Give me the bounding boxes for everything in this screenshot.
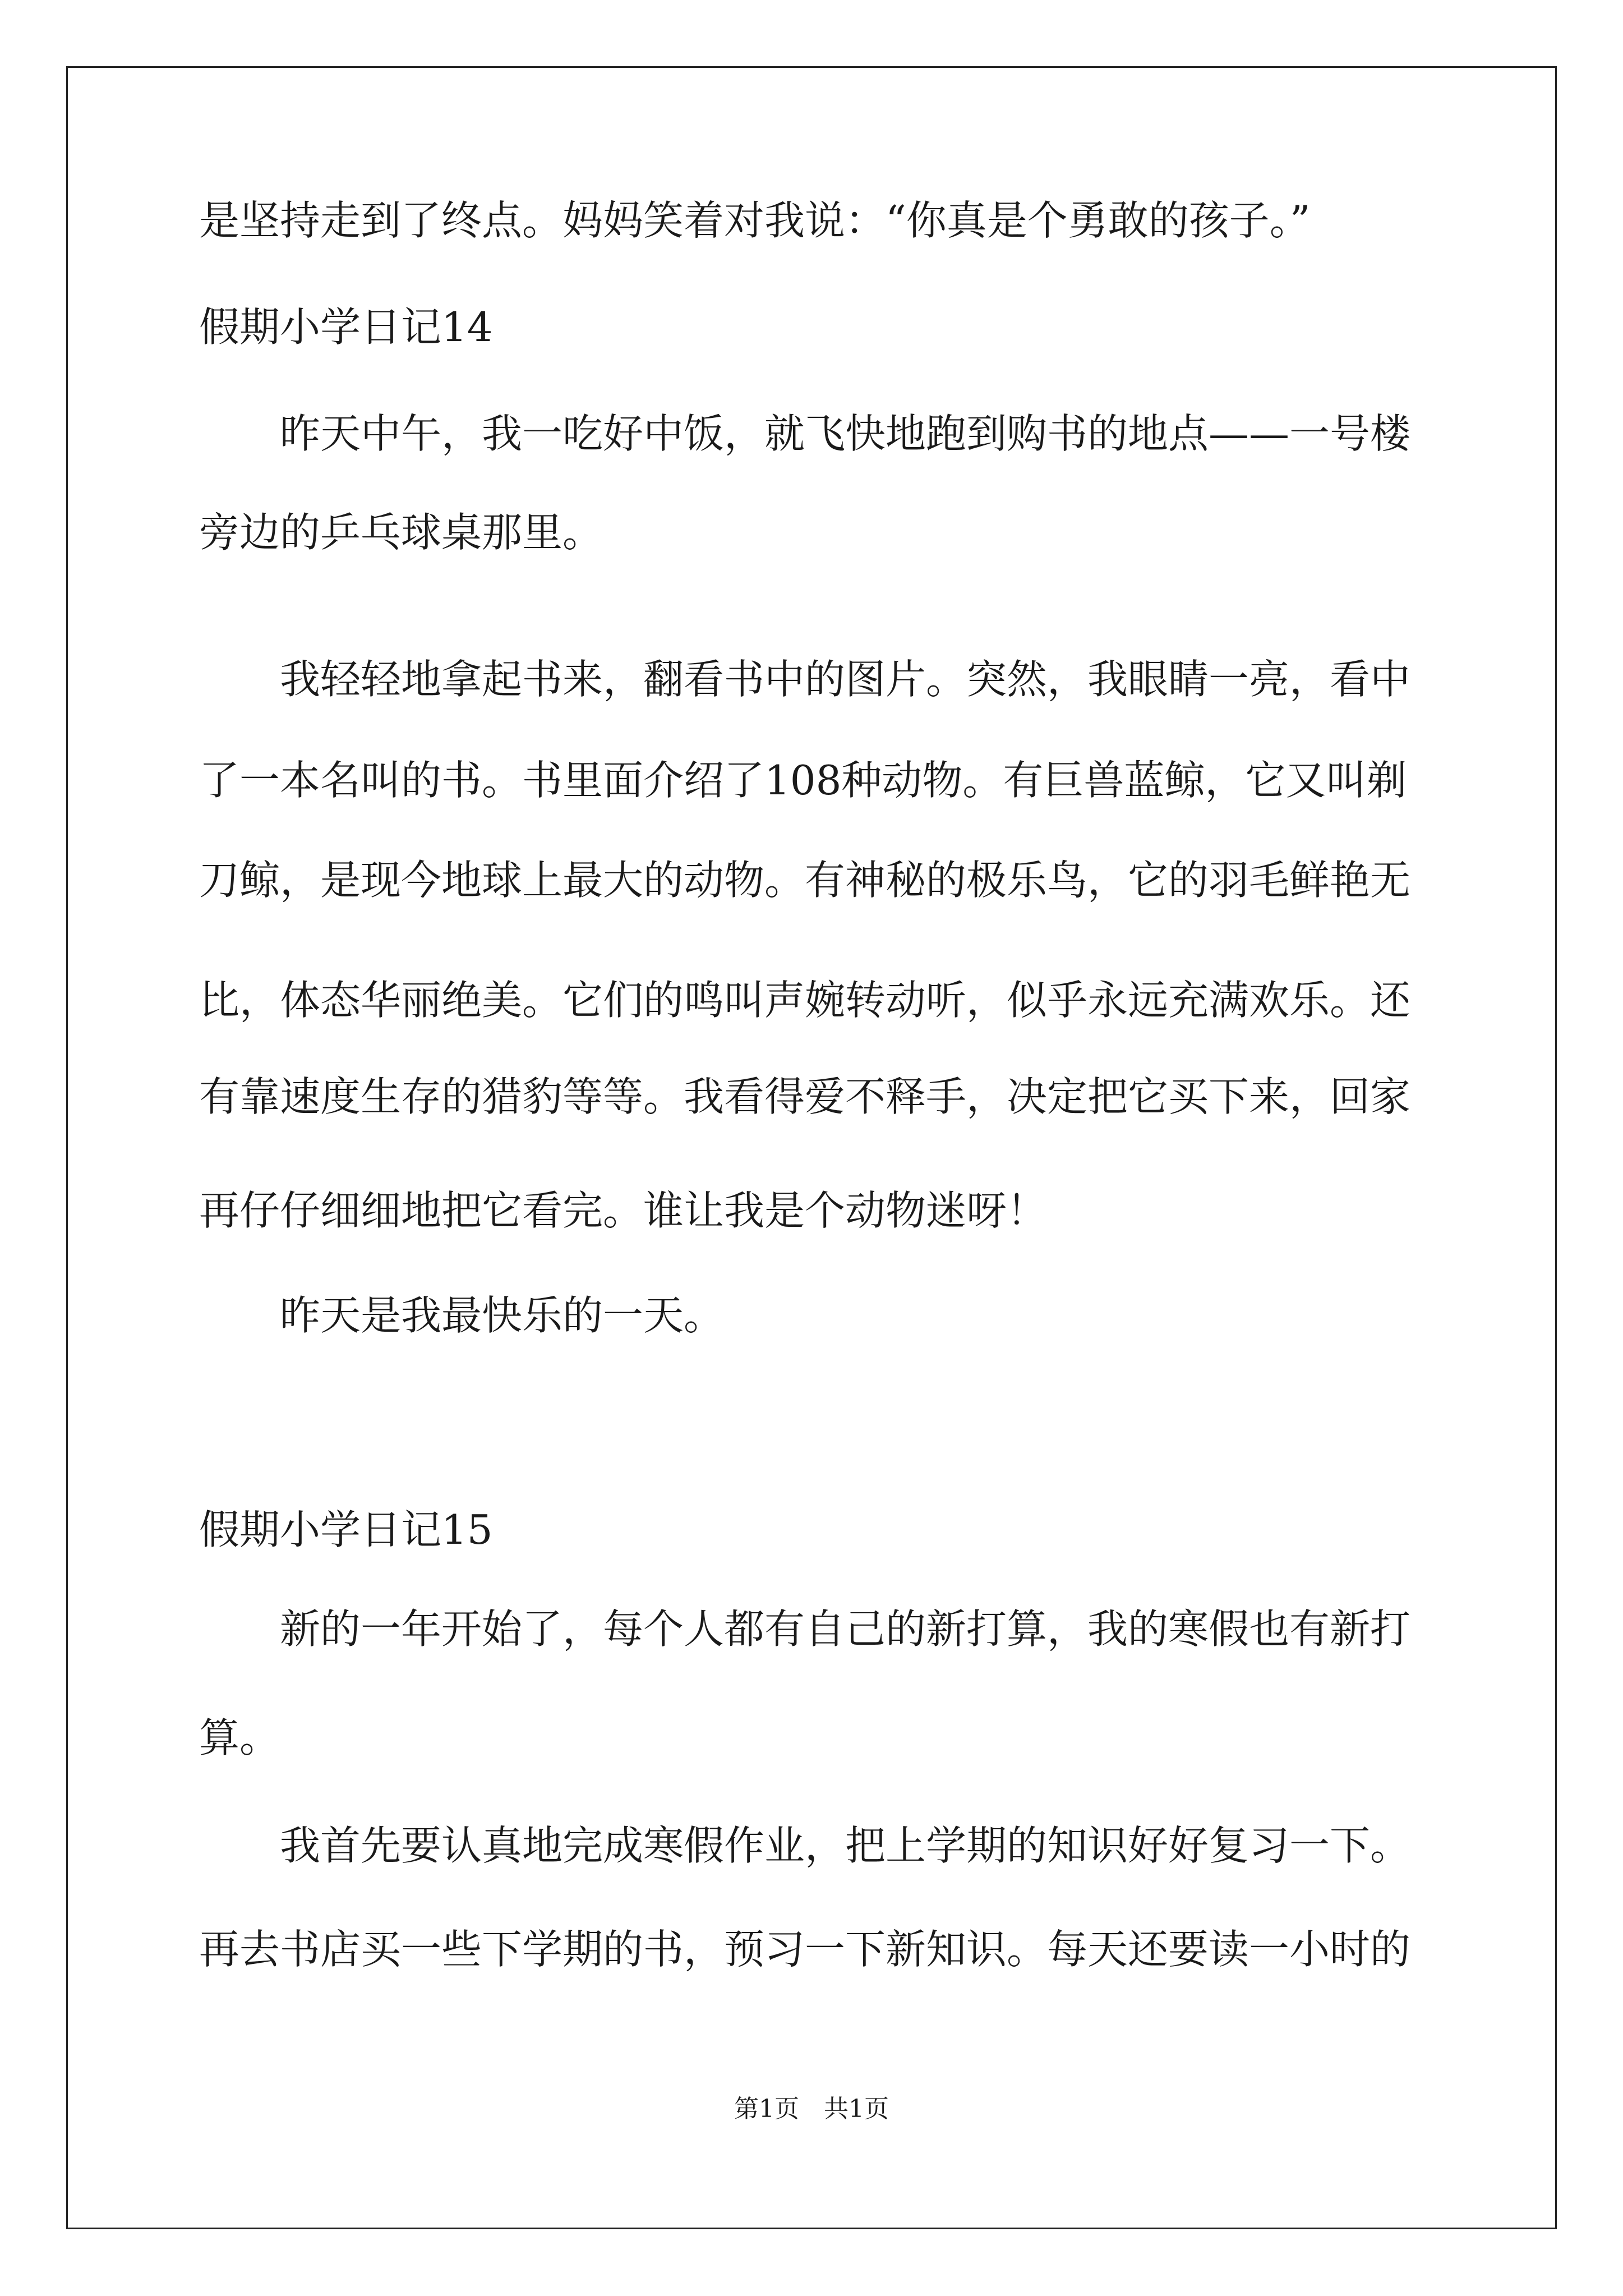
paragraph-line: 再仔仔细细地把它看完。谁让我是个动物迷呀！ xyxy=(199,1187,1048,1234)
section-heading: 假期小学日记14 xyxy=(199,303,493,351)
paragraph-line: 了一本名叫的书。书里面介绍了108种动物。有巨兽蓝鲸，它又叫剃 xyxy=(199,757,1407,804)
paragraph-line: 算。 xyxy=(199,1714,280,1761)
paragraph-line: 刀鲸，是现今地球上最大的动物。有神秘的极乐鸟，它的羽毛鲜艳无 xyxy=(199,857,1411,904)
paragraph-line: 是坚持走到了终点。妈妈笑着对我说：“你真是个勇敢的孩子。” xyxy=(199,197,1311,244)
paragraph-line: 再去书店买一些下学期的书，预习一下新知识。每天还要读一小时的 xyxy=(199,1926,1411,1973)
paragraph-line: 有靠速度生存的猎豹等等。我看得爱不释手，决定把它买下来，回家 xyxy=(199,1073,1411,1120)
page-number: 第1页 xyxy=(734,2095,799,2123)
paragraph-line: 昨天中午，我一吃好中饭，就飞快地跑到购书的地点——一号楼 xyxy=(199,410,1411,457)
paragraph-line: 比，体态华丽绝美。它们的鸣叫声婉转动听，似乎永远充满欢乐。还 xyxy=(199,977,1411,1024)
paragraph-line: 新的一年开始了，每个人都有自己的新打算，我的寒假也有新打 xyxy=(199,1605,1411,1653)
paragraph-line: 我轻轻地拿起书来，翻看书中的图片。突然，我眼睛一亮，看中 xyxy=(199,656,1411,703)
page-border xyxy=(66,66,1557,2229)
section-heading: 假期小学日记15 xyxy=(199,1506,493,1553)
paragraph-line: 昨天是我最快乐的一天。 xyxy=(199,1292,725,1339)
paragraph-line: 我首先要认真地完成寒假作业，把上学期的知识好好复习一下。 xyxy=(199,1822,1411,1869)
page-total: 共1页 xyxy=(824,2095,889,2123)
paragraph-line: 旁边的乒乓球桌那里。 xyxy=(199,509,603,556)
page-footer xyxy=(0,2092,1623,2126)
